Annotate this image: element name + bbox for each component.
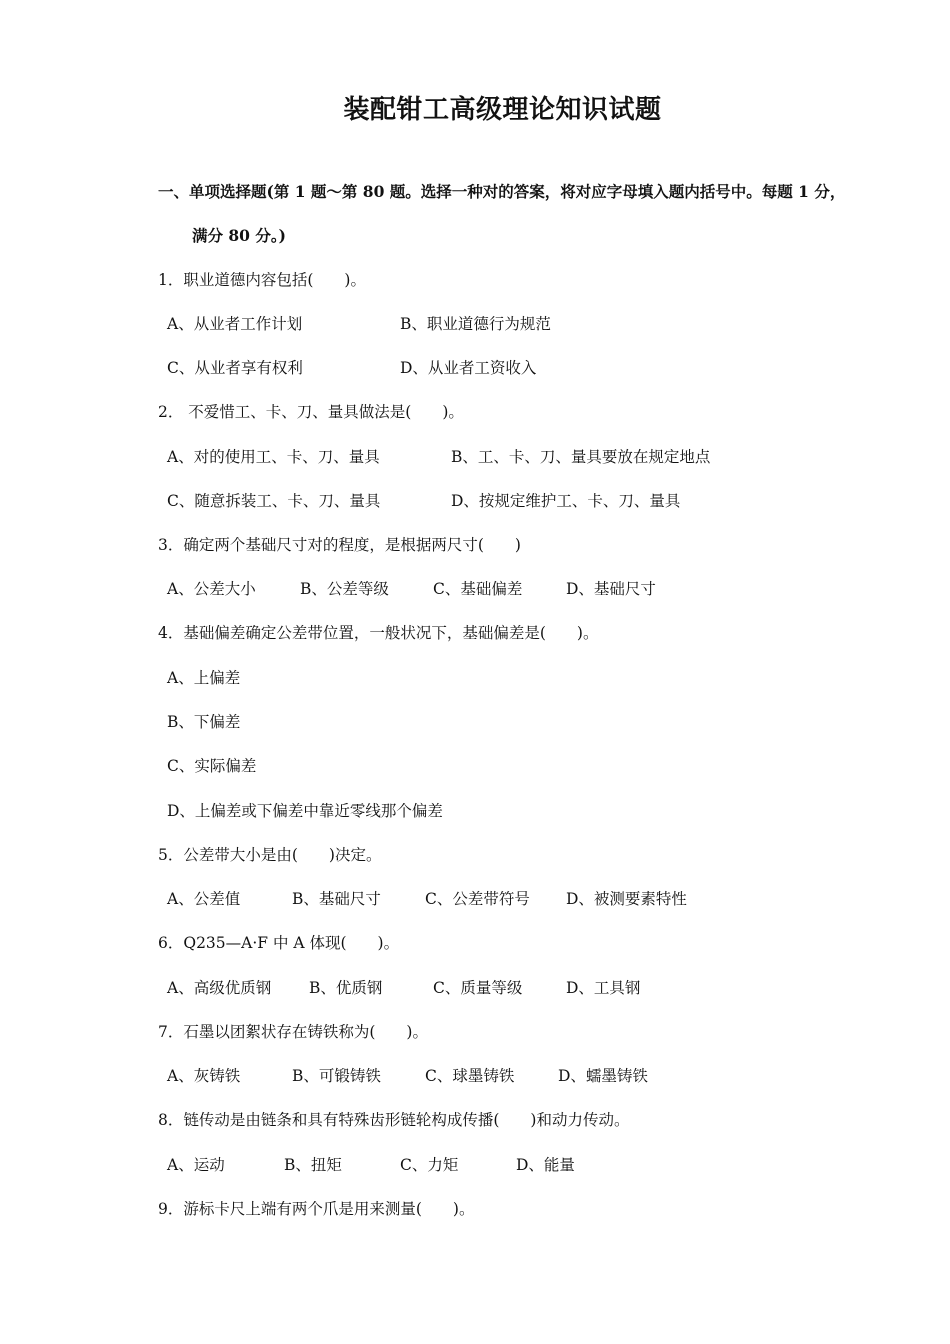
question-7-option-a: A、灰铸铁: [167, 1067, 241, 1085]
question-8-option-a: A、运动: [167, 1156, 225, 1174]
question-8-option-d: D、能量: [516, 1156, 575, 1174]
question-4-option-d: D、上偏差或下偏差中靠近零线那个偏差: [167, 802, 443, 820]
question-8-option-c: C、力矩: [400, 1156, 459, 1174]
page-title: 装配钳工高级理论知识试题: [343, 95, 662, 125]
question-8-option-b: B、扭矩: [284, 1156, 342, 1174]
question-1-option-c: C、从业者享有权利: [167, 359, 303, 377]
question-7-stem: 7．石墨以团絮状存在铸铁称为( )。: [158, 1023, 428, 1041]
question-5-stem: 5．公差带大小是由( )决定。: [158, 846, 382, 864]
question-2-option-c: C、随意拆装工、卡、刀、量具: [167, 492, 381, 510]
question-2-option-a: A、对的使用工、卡、刀、量具: [167, 448, 380, 466]
question-6-option-a: A、高级优质钢: [167, 979, 272, 997]
question-3-stem: 3．确定两个基础尺寸对的程度，是根据两尺寸( ): [158, 536, 521, 554]
question-5-option-c: C、公差带符号: [425, 890, 530, 908]
question-1-option-d: D、从业者工资收入: [400, 359, 537, 377]
question-1-option-a: A、从业者工作计划: [167, 315, 303, 333]
question-6-option-d: D、工具钢: [566, 979, 641, 997]
question-4-option-a: A、上偏差: [167, 669, 241, 687]
question-1-stem: 1．职业道德内容包括( )。: [158, 271, 366, 289]
question-1-option-b: B、职业道德行为规范: [400, 315, 551, 333]
question-7-option-d: D、蠕墨铸铁: [558, 1067, 648, 1085]
question-9-stem: 9．游标卡尺上端有两个爪是用来测量( )。: [158, 1200, 475, 1218]
question-5-option-d: D、被测要素特性: [566, 890, 687, 908]
question-3-option-b: B、公差等级: [300, 580, 389, 598]
question-4-option-b: B、下偏差: [167, 713, 241, 731]
section-heading-line1: 一、单项选择题(第 1 题～第 80 题。选择一种对的答案，将对应字母填入题内括号中。每题 1 分，: [158, 182, 846, 201]
question-6-option-b: B、优质钢: [309, 979, 383, 997]
question-5-option-a: A、公差值: [167, 890, 241, 908]
question-6-option-c: C、质量等级: [433, 979, 523, 997]
question-4-stem: 4．基础偏差确定公差带位置，一般状况下，基础偏差是( )。: [158, 624, 599, 642]
question-4-option-c: C、实际偏差: [167, 757, 257, 775]
question-2-stem: 2． 不爱惜工、卡、刀、量具做法是( )。: [158, 403, 464, 421]
question-7-option-b: B、可锻铸铁: [292, 1067, 381, 1085]
question-6-stem: 6．Q235—A·F 中 A 体现( )。: [158, 934, 400, 952]
question-3-option-c: C、基础偏差: [433, 580, 523, 598]
question-8-stem: 8．链传动是由链条和具有特殊齿形链轮构成传播( )和动力传动。: [158, 1111, 630, 1129]
question-3-option-d: D、基础尺寸: [566, 580, 656, 598]
question-7-option-c: C、球墨铸铁: [425, 1067, 515, 1085]
question-3-option-a: A、公差大小: [167, 580, 256, 598]
question-2-option-d: D、按规定维护工、卡、刀、量具: [451, 492, 681, 510]
section-heading-line2: 满分 80 分。): [192, 226, 286, 245]
question-5-option-b: B、基础尺寸: [292, 890, 381, 908]
question-2-option-b: B、工、卡、刀、量具要放在规定地点: [451, 448, 711, 466]
